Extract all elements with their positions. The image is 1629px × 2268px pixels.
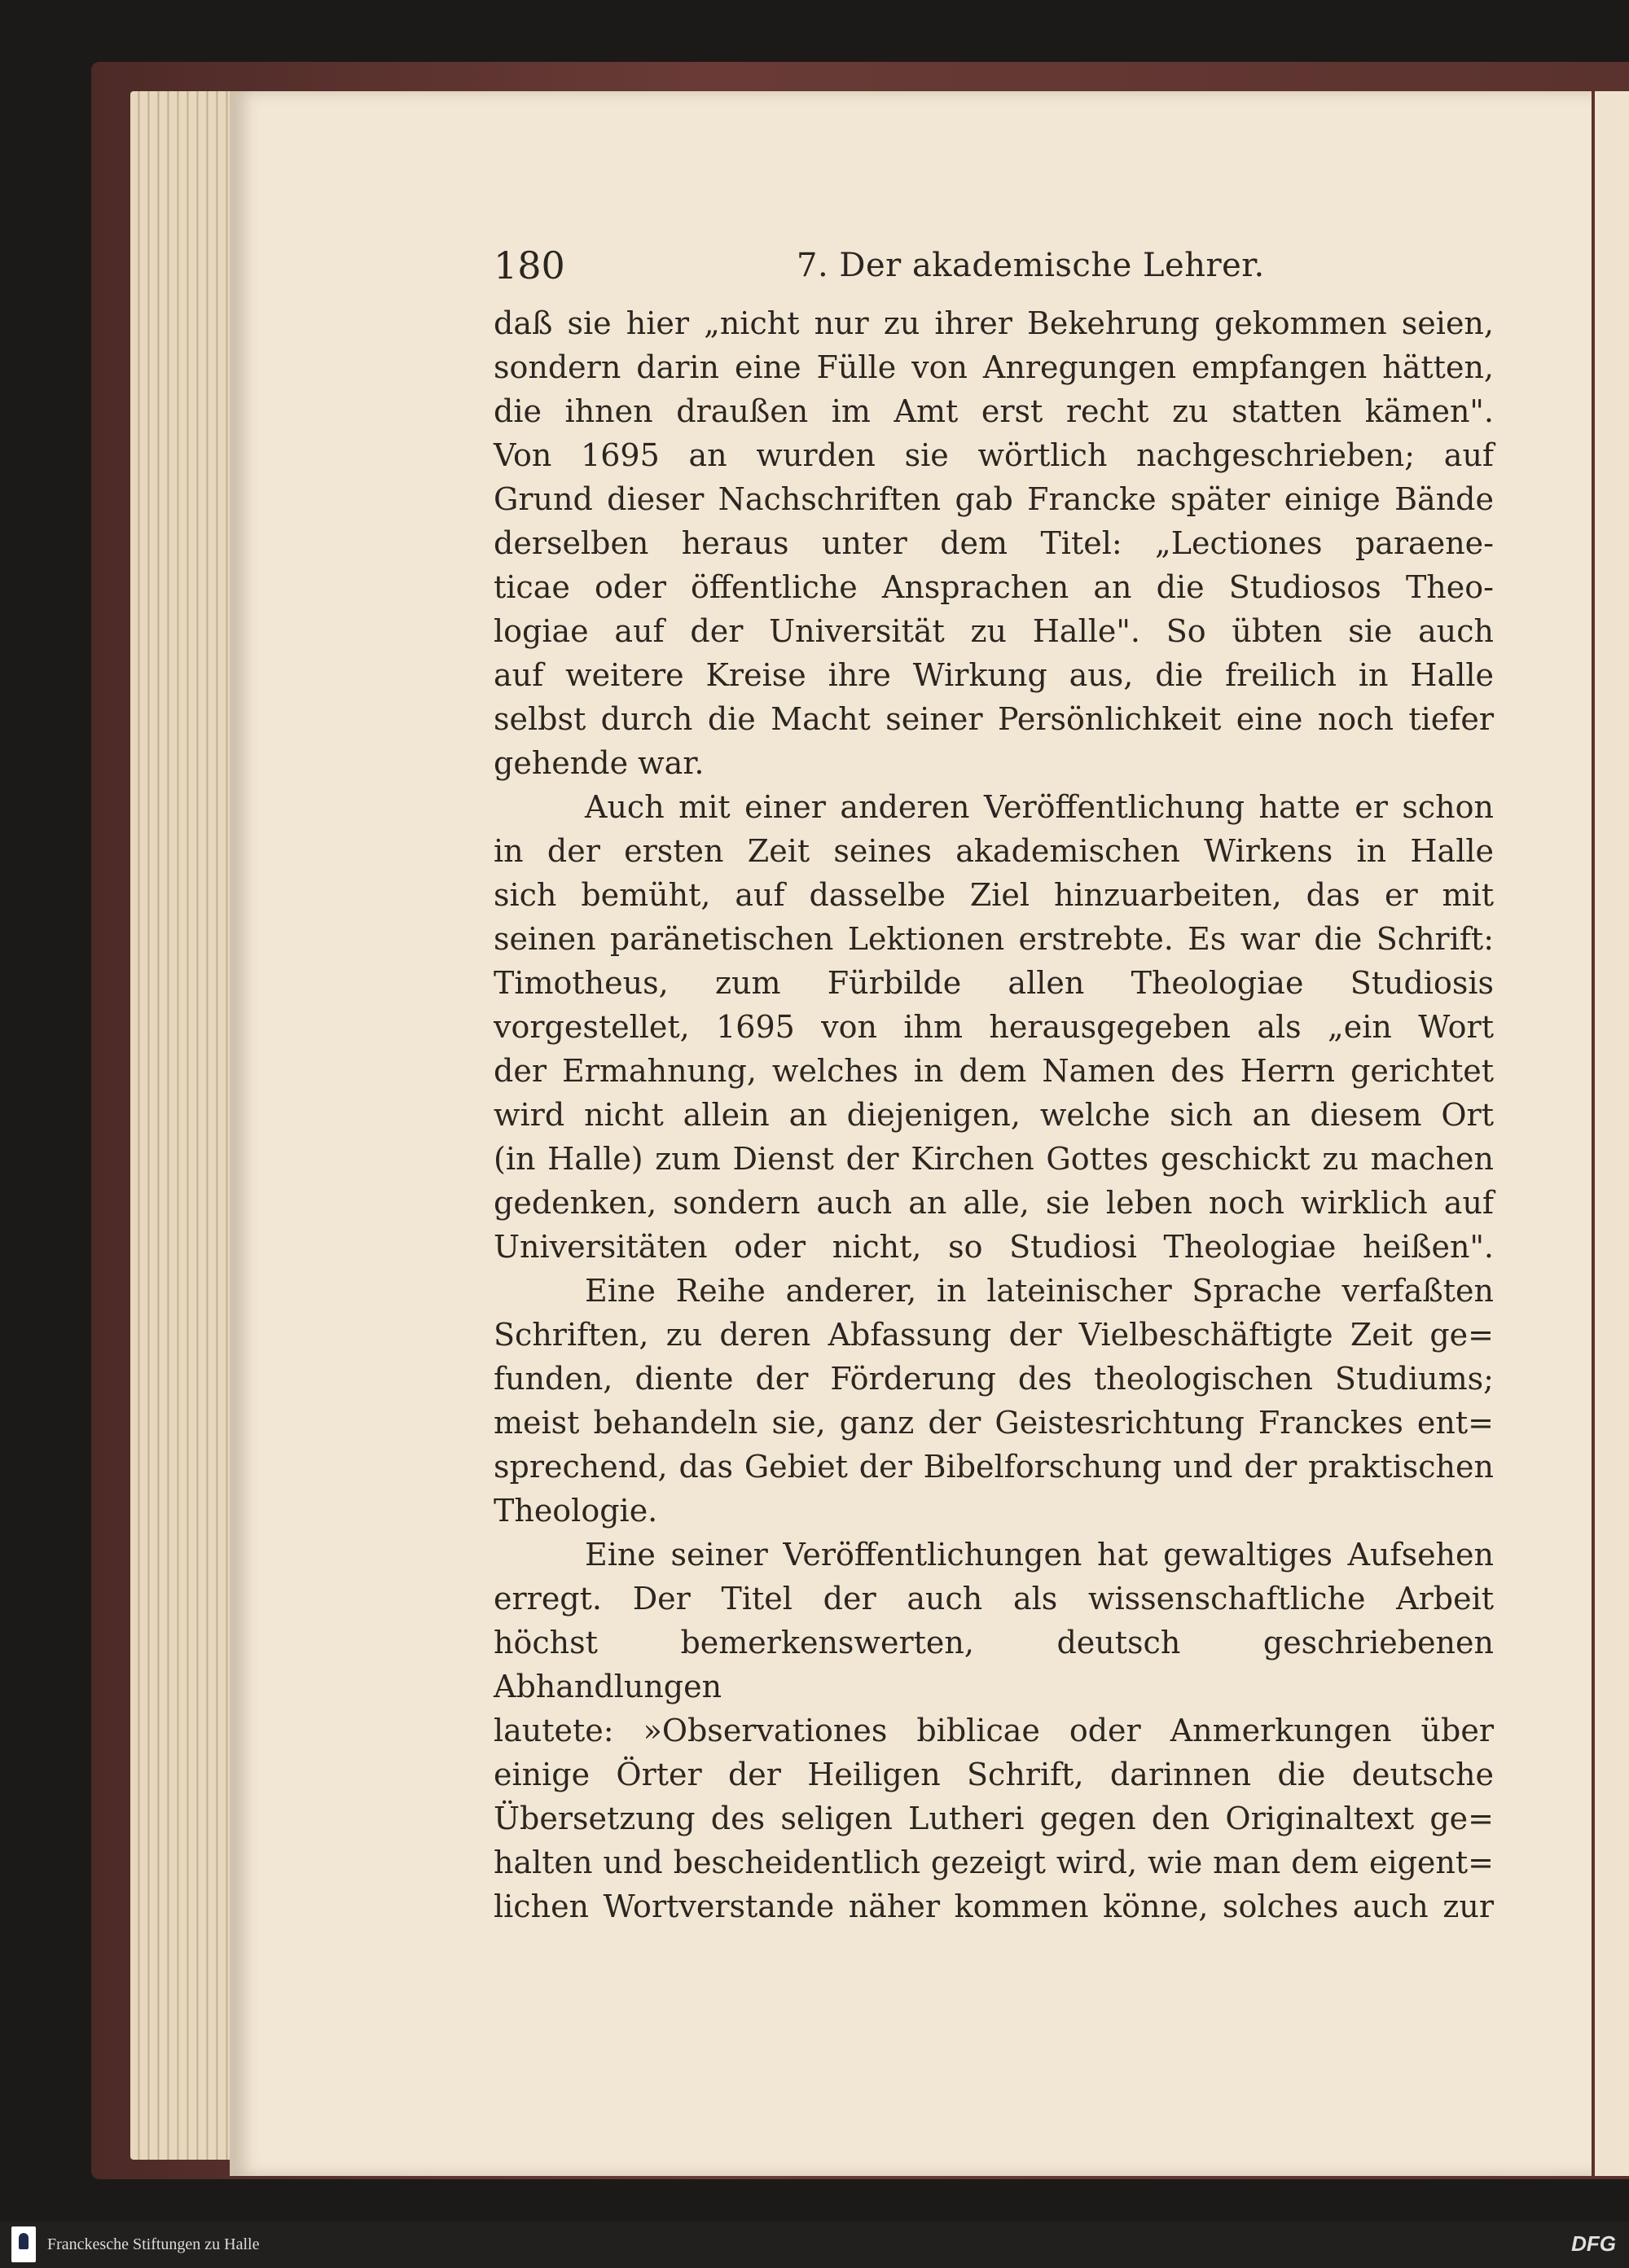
text-line: die ihnen draußen im Amt erst recht zu statten kämen". — [494, 393, 1494, 429]
text-line: erregt. Der Titel der auch als wissenschaftliche Arbeit — [494, 1581, 1494, 1617]
chapter-title: 7. Der akademische Lehrer. — [797, 247, 1265, 284]
text-line: gehende war. — [494, 745, 705, 781]
text-line: logiae auf der Universität zu Halle". So übten sie auch — [494, 613, 1494, 649]
text-line: seinen paränetischen Lektionen erstrebte. Es war die Schrift: — [494, 921, 1494, 957]
institution-logo-icon — [11, 2226, 36, 2262]
text-line: derselben heraus unter dem Titel: „Lectiones paraene- — [494, 525, 1494, 561]
paragraph — [494, 785, 1494, 1269]
text-line: Timotheus, zum Fürbilde allen Theologiae Studiosis — [494, 965, 1494, 1001]
text-line: Übersetzung des seligen Lutheri gegen den Originaltext ge= — [494, 1801, 1494, 1836]
text-line: einige Örter der Heiligen Schrift, darinnen die deutsche — [494, 1757, 1494, 1792]
text-line: sich bemüht, auf dasselbe Ziel hinzuarbeiten, das er mit — [494, 877, 1494, 913]
text-line: daß sie hier „nicht nur zu ihrer Bekehrung gekommen seien, — [494, 305, 1494, 341]
text-line: wird nicht allein an diejenigen, welche sich an diesem Ort — [494, 1097, 1494, 1133]
paragraph — [494, 1269, 1494, 1533]
text-line: funden, diente der Förderung des theologischen Studiums; — [494, 1361, 1494, 1397]
viewer-footer-bar — [0, 2222, 1629, 2268]
text-line: lichen Wortverstande näher kommen könne, solches auch zur — [494, 1889, 1494, 1924]
text-line: gedenken, sondern auch an alle, sie leben noch wirklich auf — [494, 1185, 1494, 1221]
text-line: Theologie. — [494, 1493, 658, 1529]
text-line: Eine Reihe anderer, in lateinischer Sprache verfaßten — [585, 1273, 1494, 1309]
dfg-logo: DFG — [1571, 2231, 1616, 2256]
text-line: Schriften, zu deren Abfassung der Vielbeschäftigte Zeit ge= — [494, 1317, 1494, 1353]
text-line: meist behandeln sie, ganz der Geistesrichtung Franckes ent= — [494, 1405, 1494, 1441]
page-number: 180 — [494, 243, 565, 287]
text-line: lautete: »Observationes biblicae oder Anmerkungen über — [494, 1713, 1494, 1748]
text-line: Von 1695 an wurden sie wörtlich nachgeschrieben; auf — [494, 437, 1494, 473]
text-line: höchst bemerkenswerten, deutsch geschriebenen Abhandlungen — [494, 1625, 1494, 1704]
text-line: in der ersten Zeit seines akademischen Wirkens in Halle — [494, 833, 1494, 869]
text-line: ticae oder öffentliche Ansprachen an die Studiosos Theo- — [494, 569, 1494, 605]
text-line: auf weitere Kreise ihre Wirkung aus, die freilich in Halle — [494, 657, 1494, 693]
text-line: Grund dieser Nachschriften gab Francke später einige Bände — [494, 481, 1494, 517]
text-line: Universitäten oder nicht, so Studiosi Theologiae heißen". — [494, 1229, 1494, 1265]
text-line: sprechend, das Gebiet der Bibelforschung und der praktischen — [494, 1449, 1494, 1485]
text-line: halten und bescheidentlich gezeigt wird, wie man dem eigent= — [494, 1845, 1494, 1880]
paragraph — [494, 301, 1494, 785]
running-head — [494, 241, 1494, 295]
source-credit: Franckesche Stiftungen zu Halle — [47, 2235, 260, 2253]
text-line: Eine seiner Veröffentlichungen hat gewaltiges Aufsehen — [585, 1537, 1494, 1573]
page-text-block — [494, 241, 1494, 1928]
text-line: der Ermahnung, welches in dem Namen des Herrn gerichtet — [494, 1053, 1494, 1089]
text-line: sondern darin eine Fülle von Anregungen empfangen hätten, — [494, 349, 1494, 385]
text-line: selbst durch die Macht seiner Persönlichkeit eine noch tiefer — [494, 701, 1494, 737]
text-line: Auch mit einer anderen Veröffentlichung hatte er schon — [585, 789, 1494, 825]
text-line: vorgestellet, 1695 von ihm herausgegeben als „ein Wort — [494, 1009, 1494, 1045]
facing-page-edge — [1595, 91, 1629, 2176]
paragraph — [494, 1533, 1494, 1928]
text-line: (in Halle) zum Dienst der Kirchen Gottes geschickt zu machen — [494, 1141, 1494, 1177]
